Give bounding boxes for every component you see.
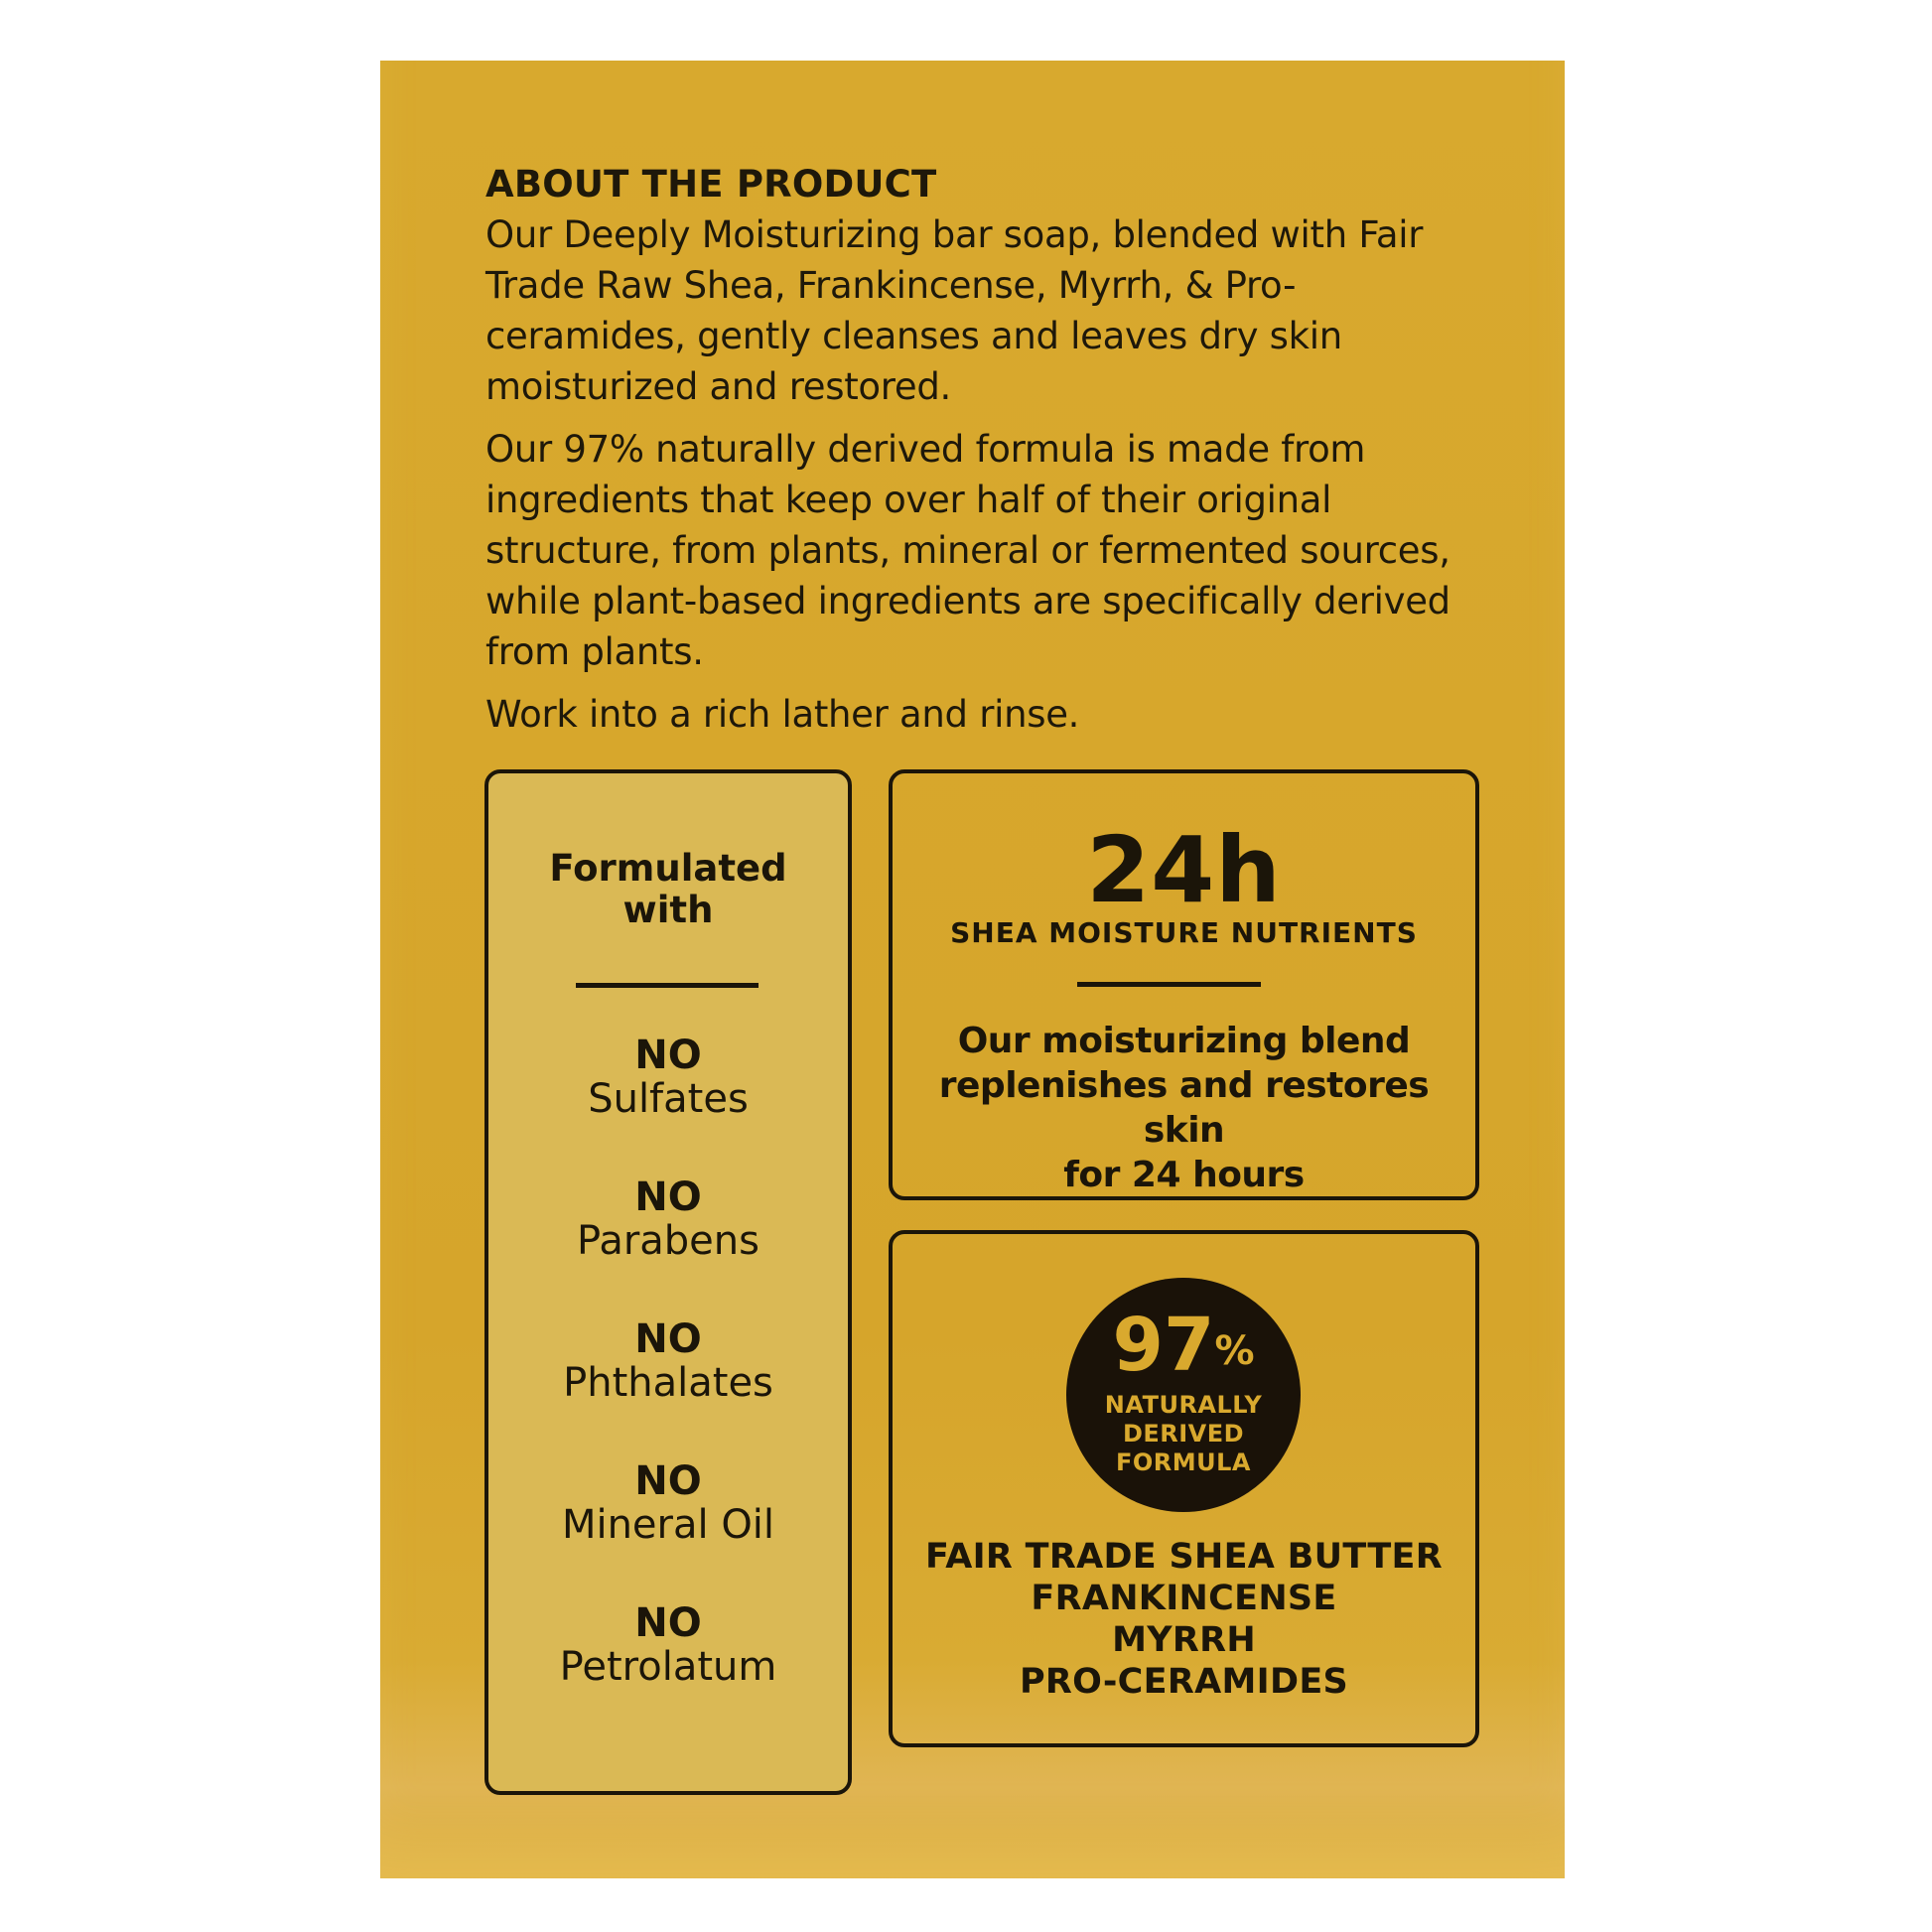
no-label: NO <box>634 1174 702 1220</box>
hours-headline: 24h <box>1086 817 1282 923</box>
badge-number-value: 97 <box>1112 1303 1215 1388</box>
no-label: NO <box>634 1600 702 1646</box>
badge-percent: % <box>1214 1328 1255 1374</box>
no-label: NO <box>634 1458 702 1504</box>
free-from-list <box>488 1034 848 1743</box>
ingredient-name: Mineral Oil <box>561 1502 775 1548</box>
badge-text <box>1066 1391 1301 1477</box>
badge-line: FORMULA <box>1115 1449 1251 1476</box>
ingredient-name: Sulfates <box>588 1076 749 1122</box>
moisture-box <box>889 769 1479 1200</box>
about-title: ABOUT THE PRODUCT <box>485 163 937 206</box>
about-paragraph-3: Work into a rich lather and rinse. <box>485 693 1080 736</box>
free-from-item <box>488 1034 848 1175</box>
formulated-heading <box>488 848 848 931</box>
key-ingredient: PRO-CERAMIDES <box>1019 1662 1349 1702</box>
badge-line: NATURALLY <box>1104 1391 1263 1419</box>
about-paragraph-1: Our Deeply Moisturizing bar soap, blended with Fair Trade Raw Shea, Frankincense, Myrrh, & Pro-ceramides, gently cleanses and leaves dry skin moisturized and restored. <box>485 213 1424 408</box>
key-ingredients <box>893 1536 1475 1703</box>
key-ingredient: FAIR TRADE SHEA BUTTER <box>925 1537 1443 1577</box>
free-from-item <box>488 1175 848 1317</box>
badge-line: DERIVED <box>1122 1420 1245 1448</box>
nutrients-subtitle: SHEA MOISTURE NUTRIENTS <box>950 916 1418 949</box>
ingredient-name: Petrolatum <box>559 1644 777 1690</box>
formulated-line-1: Formulated <box>549 847 787 890</box>
natural-badge <box>1066 1278 1301 1512</box>
badge-number <box>1066 1303 1301 1391</box>
blend-line-2: replenishes and restores skin <box>938 1065 1430 1151</box>
free-from-item <box>488 1317 848 1459</box>
product-panel <box>380 61 1565 1878</box>
blend-line-3: for 24 hours <box>1063 1155 1305 1195</box>
blend-line-1: Our moisturizing blend <box>957 1021 1411 1061</box>
key-ingredient: MYRRH <box>1112 1620 1256 1660</box>
ingredient-name: Parabens <box>577 1218 759 1264</box>
divider <box>1077 982 1261 987</box>
free-from-item <box>488 1601 848 1743</box>
ingredient-name: Phthalates <box>563 1360 773 1406</box>
no-label: NO <box>634 1316 702 1362</box>
free-from-box <box>484 769 852 1795</box>
no-label: NO <box>634 1033 702 1078</box>
key-ingredient: FRANKINCENSE <box>1031 1579 1337 1618</box>
divider <box>576 983 759 988</box>
free-from-item <box>488 1459 848 1601</box>
blend-description <box>893 1019 1475 1197</box>
natural-box <box>889 1230 1479 1747</box>
about-section <box>485 160 1488 752</box>
about-paragraph-2: Our 97% naturally derived formula is made from ingredients that keep over half of their original structure, from plants, mineral or fermented sources, while plant-based ingredients are specifically derived from plants. <box>485 428 1450 673</box>
formulated-line-2: with <box>622 889 714 931</box>
